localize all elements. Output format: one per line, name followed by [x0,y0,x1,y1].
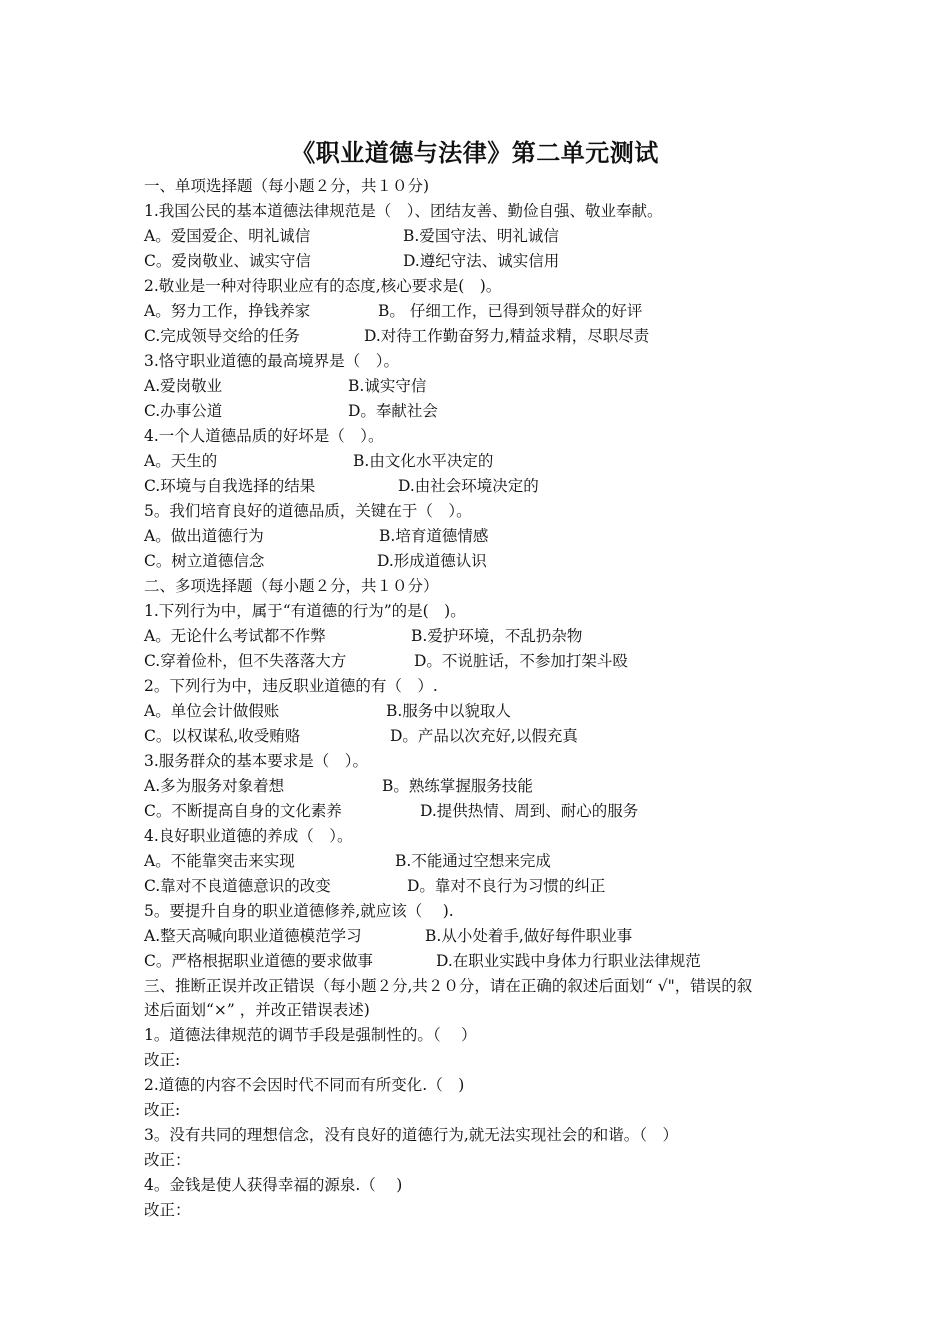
s2-q5-option-b: B.从小处着手,做好每件职业事 [425,927,633,945]
s2-q5-option-a: A.整天高喊向职业道德模范学习 [144,927,362,945]
s2-q3-option-d: D.提供热情、周到、耐心的服务 [420,802,639,820]
s2-q4-option-b: B.不能通过空想来完成 [395,852,551,870]
s3-item-4-correction: 改正： [144,1201,191,1219]
s2-q1-option-d: D。不说脏话，不参加打架斗殴 [414,652,628,670]
s1-q4-option-b: B.由文化水平决定的 [353,452,494,470]
s1-q1-option-c: C。爱岗敬业、诚实守信 [144,252,311,270]
s3-item-1-correction: 改正: [144,1051,181,1069]
s1-q3-stem: 3.恪守职业道德的最高境界是（ ）。 [144,352,400,370]
s2-q5-option-d: D.在职业实践中身体力行职业法律规范 [436,952,701,970]
s1-q1-option-a: A。爱国爱企、明礼诚信 [144,227,311,245]
section3-heading-line1: 三、推断正误并改正错误（每小题２分,共２０分，请在正确的叙述后面划“ √"，错误的叙 [144,977,753,995]
s2-q3-stem: 3.服务群众的基本要求是（ ）。 [144,752,369,770]
document-title: 《职业道德与法律》第二单元测试 [291,138,659,167]
s2-q4-stem: 4.良好职业道德的养成（ ）。 [144,827,353,845]
s2-q4-option-d: D。靠对不良行为习惯的纠正 [407,877,606,895]
s3-item-4: 4。金钱是使人获得幸福的源泉.（ ) [144,1176,403,1194]
s1-q3-option-c: C.办事公道 [144,402,223,420]
s1-q3-option-b: B.诚实守信 [348,377,427,395]
section1-heading: 一、单项选择题（每小题２分，共１０分) [144,177,430,195]
s2-q1-option-a: A。无论什么考试都不作弊 [144,627,326,645]
s2-q2-stem: 2。下列行为中，违反职业道德的有（ ）. [144,677,438,695]
s2-q4-option-c: C.靠对不良道德意识的改变 [144,877,331,895]
s1-q5-option-b: B.培育道德情感 [379,527,489,545]
s1-q3-option-d: D。奉献社会 [348,402,438,420]
s1-q4-option-c: C.环境与自我选择的结果 [144,477,316,495]
s1-q4-stem: 4.一个人道德品质的好坏是（ ）。 [144,427,384,445]
s2-q2-option-c: C。以权谋私,收受贿赂 [144,727,301,745]
s1-q4-option-d: D.由社会环境决定的 [398,477,539,495]
s1-q5-option-c: C。树立道德信念 [144,552,265,570]
s2-q2-option-a: A。单位会计做假账 [144,702,280,720]
s2-q1-option-c: C.穿着俭朴，但不失落落大方 [144,652,347,670]
s2-q5-stem: 5。要提升自身的职业道德修养,就应该（ ). [144,902,454,920]
s3-item-3-correction: 改正： [144,1151,191,1169]
s2-q4-option-a: A。不能靠突击来实现 [144,852,295,870]
s1-q5-option-a: A。做出道德行为 [144,527,264,545]
s1-q2-option-c: C.完成领导交给的任务 [144,327,300,345]
s2-q2-option-d: D。产品以次充好,以假充真 [390,727,578,745]
s2-q1-option-b: B.爱护环境，不乱扔杂物 [411,627,583,645]
s1-q4-option-a: A。天生的 [144,452,218,470]
s1-q1-option-d: D.遵纪守法、诚实信用 [403,252,560,270]
s1-q2-option-d: D.对待工作勤奋努力,精益求精，尽职尽责 [364,327,650,345]
s1-q1-stem: 1.我国公民的基本道德法律规范是（ ）、团结友善、勤俭自强、敬业奉献。 [144,202,663,220]
s3-item-1: 1。道德法律规范的调节手段是强制性的。（ ） [144,1026,477,1044]
s1-q5-stem: 5。我们培育良好的道德品质，关键在于（ ）。 [144,502,472,520]
s3-item-2-correction: 改正: [144,1101,181,1119]
s2-q3-option-b: B。熟练掌握服务技能 [382,777,533,795]
s2-q5-option-c: C。严格根据职业道德的要求做事 [144,952,373,970]
s1-q5-option-d: D.形成道德认识 [377,552,487,570]
s1-q1-option-b: B.爱国守法、明礼诚信 [403,227,559,245]
s3-item-2: 2.道德的内容不会因时代不同而有所变化.（ ) [144,1076,465,1094]
s3-item-3: 3。没有共同的理想信念，没有良好的道德行为,就无法实现社会的和谐。（ ） [144,1126,679,1144]
section3-heading-line2: 述后面划“×” ，并改正错误表述) [144,1001,370,1019]
section2-heading: 二、多项选择题（每小题２分，共１０分） [144,577,439,595]
s1-q2-option-b: B。 仔细工作，已得到领导群众的好评 [378,302,643,320]
s2-q2-option-b: B.服务中以貌取人 [386,702,511,720]
s1-q2-stem: 2.敬业是一种对待职业应有的态度,核心要求是( )。 [144,277,502,295]
s1-q3-option-a: A.爱岗敬业 [144,377,223,395]
s2-q1-stem: 1.下列行为中，属于“有道德的行为”的是( )。 [144,602,466,620]
s2-q3-option-c: C。不断提高自身的文化素养 [144,802,342,820]
s1-q2-option-a: A。努力工作，挣钱养家 [144,302,311,320]
s2-q3-option-a: A.多为服务对象着想 [144,777,285,795]
